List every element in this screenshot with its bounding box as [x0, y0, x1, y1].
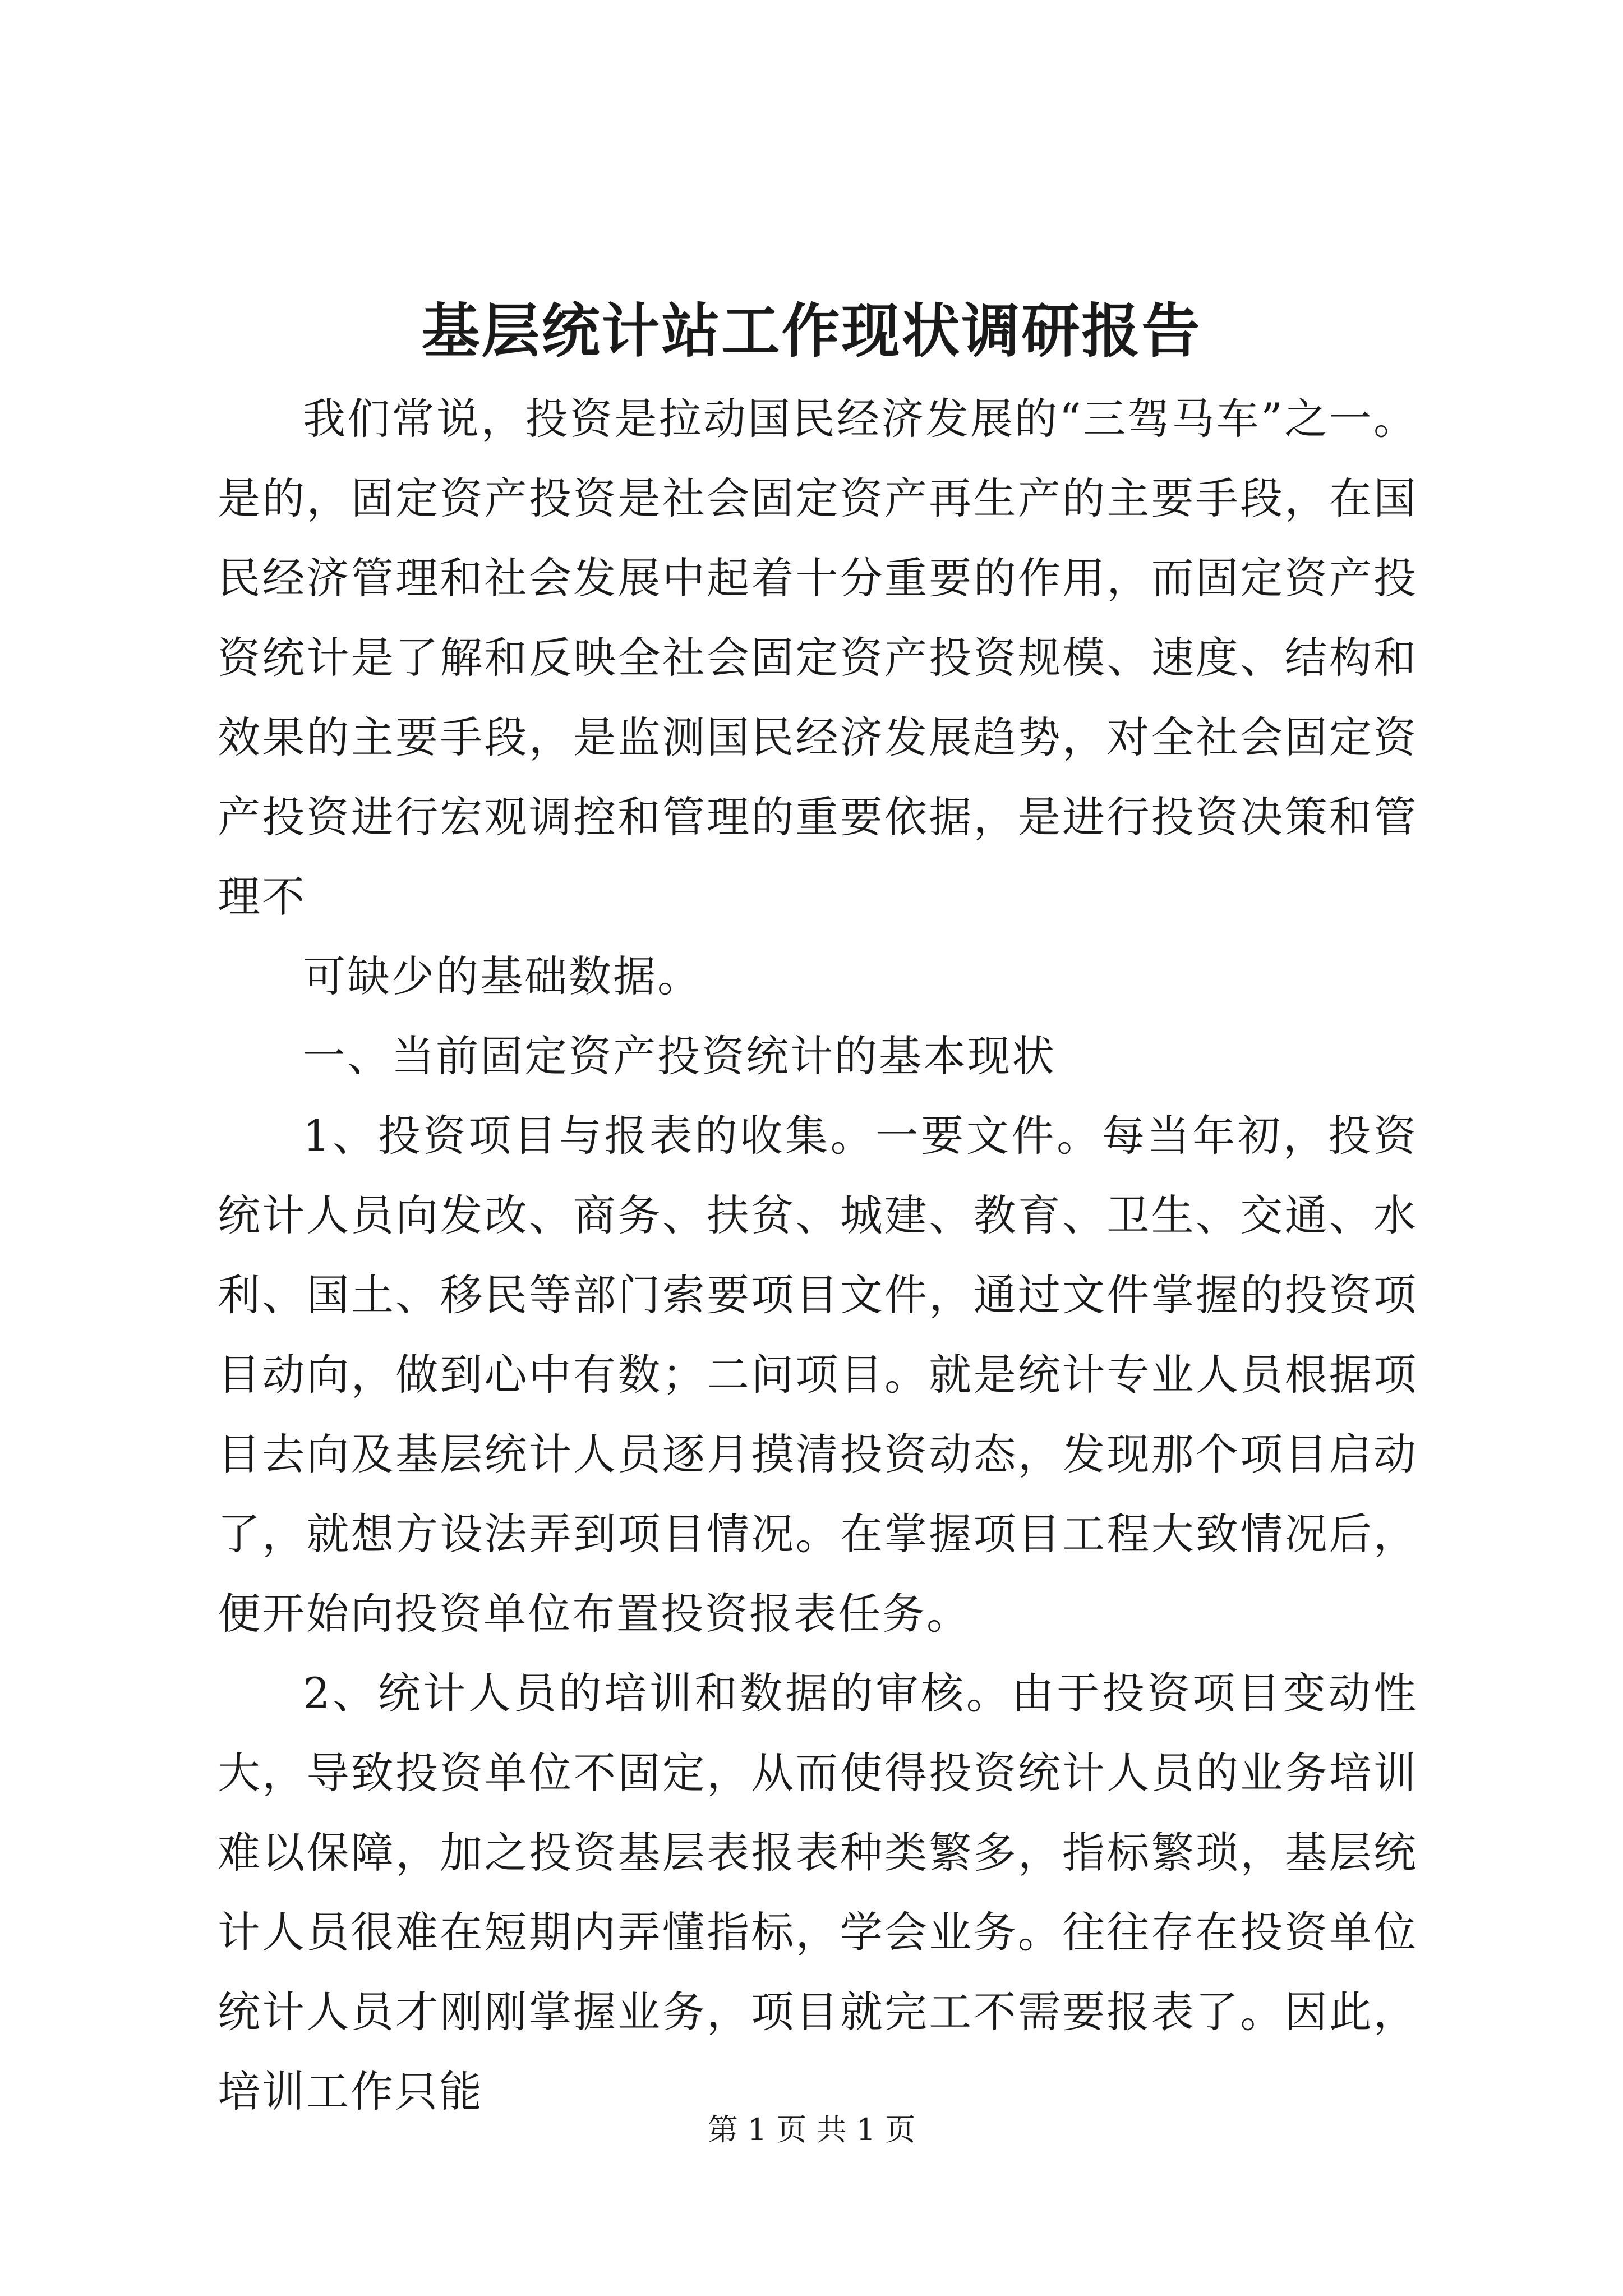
document-body [218, 379, 1418, 2132]
paragraph-intro-continued: 可缺少的基础数据。 [303, 951, 702, 1001]
paragraph-intro: 我们常说，投资是拉动国民经济发展的“三驾马车”之一。是的，固定资产投资是社会固定资产再生产的主要手段，在国民经济管理和社会发展中起着十分重要的作用，而固定资产投资统计是了解和反映全社会固定资产投资规模、速度、结构和效果的主要手段，是监测国民经济发展趋势，对全社会固定资产投资进行宏观调控和管理的重要依据，是进行投资决策和管理不 [218, 394, 1418, 922]
paragraph-item-2: 2、统计人员的培训和数据的审核。由于投资项目变动性大，导致投资单位不固定，从而使得投资统计人员的业务培训难以保障，加之投资基层表报表种类繁多，指标繁琐，基层统计人员很难在短期内弄懂指标，学会业务。往往存在投资单位统计人员才刚刚掌握业务，项目就完工不需要报表了。因此，培训工作只能 [218, 1668, 1418, 2116]
document-title: 基层统计站工作现状调研报告 [421, 296, 1202, 365]
paragraph-item-1: 1、投资项目与报表的收集。一要文件。每当年初，投资统计人员向发改、商务、扶贫、城建、教育、卫生、交通、水利、国土、移民等部门索要项目文件，通过文件掌握的投资项目动向，做到心中有数；二问项目。就是统计专业人员根据项目去向及基层统计人员逐月摸清投资动态，发现那个项目启动了，就想方设法弄到项目情况。在掌握项目工程大致情况后，便开始向投资单位布置投资报表任务。 [218, 1111, 1418, 1639]
page-number-footer: 第 1 页 共 1 页 [707, 2112, 916, 2147]
section-heading-1: 一、当前固定资产投资统计的基本现状 [303, 1031, 1056, 1081]
